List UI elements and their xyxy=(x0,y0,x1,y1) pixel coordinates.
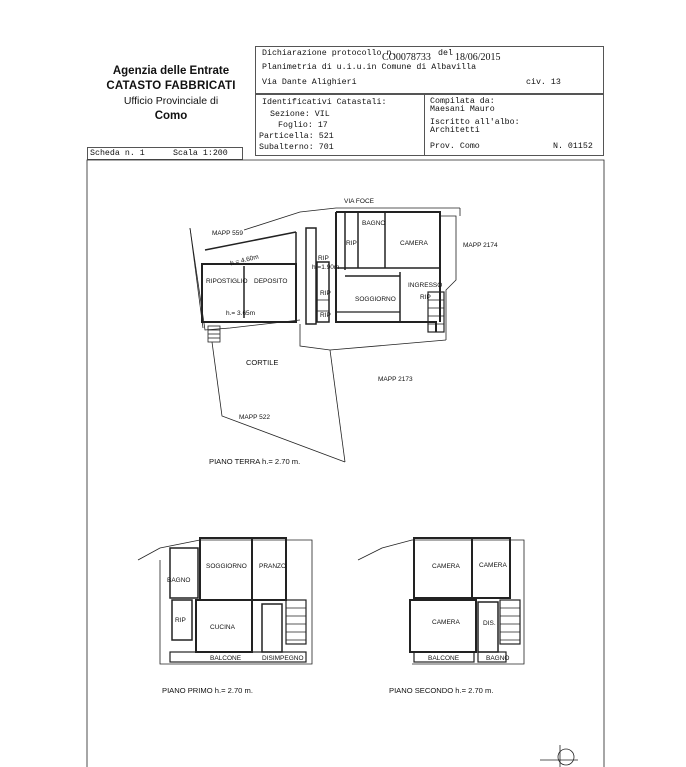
label-soggiorno-first: SOGGIORNO xyxy=(206,563,247,570)
identificativi-label: Identificativi Catastali: xyxy=(262,98,387,107)
registration-number: N. 01152 xyxy=(553,142,593,151)
label-camera-second-1: CAMERA xyxy=(432,563,460,570)
label-cortile: CORTILE xyxy=(246,358,279,367)
label-disimpegno: DISIMPEGNO xyxy=(262,655,304,662)
protocol-number: CO0078733 xyxy=(382,52,431,63)
label-via-foce: VIA FOCE xyxy=(344,198,374,205)
first-floor-plan xyxy=(138,538,312,664)
compilata-label: Compilata da: xyxy=(430,97,495,106)
second-floor-plan xyxy=(358,538,524,664)
label-camera-ground: CAMERA xyxy=(400,240,428,247)
label-bagno-second: BAGNO xyxy=(486,655,510,662)
province-value: Prov. Como xyxy=(430,142,480,151)
particella-value: Particella: 521 xyxy=(259,132,334,141)
scheda-number: Scheda n. 1 xyxy=(90,149,145,158)
dichiarazione-label: Dichiarazione protocollo n. xyxy=(262,49,397,58)
label-rip-ground-1: RIP xyxy=(346,240,357,247)
sezione-value: Sezione: VIL xyxy=(270,110,330,119)
label-bagno-first: BAGNO xyxy=(167,577,191,584)
planimetria-text: Planimetria di u.i.u.in Comune di Albavilla xyxy=(262,63,477,72)
north-arrow-icon xyxy=(540,745,578,767)
scale-value: Scala 1:200 xyxy=(173,149,228,158)
protocol-date: 18/06/2015 xyxy=(455,52,501,63)
ufficio-label: Ufficio Provinciale di xyxy=(123,95,219,107)
catasto-title: CATASTO FABBRICATI xyxy=(106,80,236,92)
label-soggiorno-ground: SOGGIORNO xyxy=(355,296,396,303)
label-ingresso: INGRESSO xyxy=(408,282,443,289)
caption-piano-primo: PIANO PRIMO h.= 2.70 m. xyxy=(162,686,253,695)
label-height-365: h.= 3.65m xyxy=(226,310,256,317)
foglio-value: Foglio: 17 xyxy=(278,121,328,130)
civic-number: civ. 13 xyxy=(526,78,561,87)
label-rip-ground-5: RIP xyxy=(320,312,331,319)
label-pranzo: PRANZO xyxy=(259,563,287,570)
label-camera-second-2: CAMERA xyxy=(479,562,507,569)
albo-value: Architetti xyxy=(430,126,480,135)
label-dis: DIS. xyxy=(483,620,496,627)
label-cucina: CUCINA xyxy=(210,624,235,631)
label-mapp-522: MAPP 522 xyxy=(239,414,270,421)
label-mapp-559: MAPP 559 xyxy=(212,230,243,237)
label-mapp-2173: MAPP 2173 xyxy=(378,376,413,383)
address-text: Via Dante Alighieri xyxy=(262,78,357,87)
compiler-name: Maesani Mauro xyxy=(430,105,495,114)
label-balcone-second: BALCONE xyxy=(428,655,460,662)
label-height-190: h.=1.90m xyxy=(312,264,340,271)
caption-piano-terra: PIANO TERRA h.= 2.70 m. xyxy=(209,457,301,466)
label-deposito: DEPOSITO xyxy=(254,278,288,285)
label-rip-ground-4: RIP xyxy=(420,294,431,301)
label-rip-ground-3: RIP xyxy=(320,290,331,297)
label-bagno-ground: BAGNO xyxy=(362,220,386,227)
caption-piano-secondo: PIANO SECONDO h.= 2.70 m. xyxy=(389,686,494,695)
label-rip-first: RIP xyxy=(175,617,186,624)
label-rip-ground-2: RIP xyxy=(318,255,329,262)
iscritto-label: Iscritto all'albo: xyxy=(430,118,520,127)
label-mapp-2174: MAPP 2174 xyxy=(463,242,498,249)
label-ripostiglio: RIPOSTIGLIO xyxy=(206,278,248,285)
agency-name: Agenzia delle Entrate xyxy=(112,65,230,77)
label-balcone-first: BALCONE xyxy=(210,655,242,662)
ufficio-city: Como xyxy=(154,110,188,122)
label-height-460: h.= 4.60m xyxy=(229,253,260,268)
subalterno-value: Subalterno: 701 xyxy=(259,143,334,152)
del-label: del xyxy=(438,49,453,58)
label-camera-second-3: CAMERA xyxy=(432,619,460,626)
